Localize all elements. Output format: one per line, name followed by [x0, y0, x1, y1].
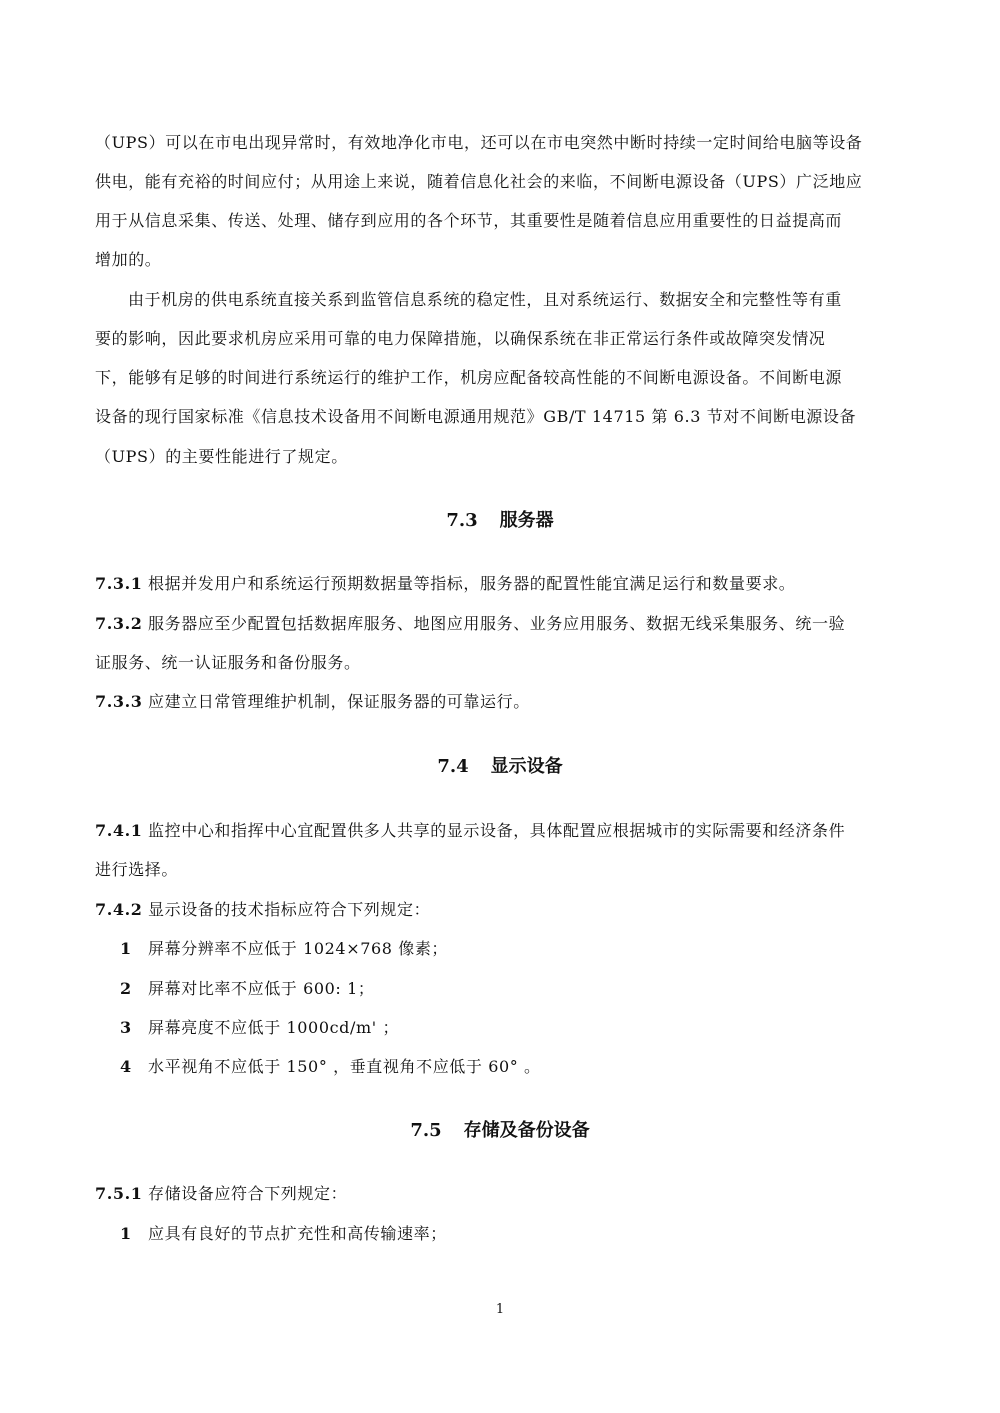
- list-item: [120, 979, 374, 999]
- clause-7-3-3: [95, 692, 905, 712]
- para2-line-2: 要的影响，因此要求机房应采用可靠的电力保障措施，以确保系统在非正常运行条件或故障突发情况: [95, 329, 826, 348]
- section-heading-7-4: [0, 756, 1000, 778]
- list-item: [120, 1018, 399, 1038]
- list-item: [120, 1224, 447, 1244]
- clause-text: 显示设备的技术指标应符合下列规定：: [148, 900, 431, 919]
- section-title: 显示设备: [490, 756, 563, 777]
- list-item-number: 3: [120, 1018, 132, 1037]
- list-item-number: 4: [120, 1057, 132, 1076]
- list-item: [120, 1057, 541, 1077]
- intro-line-4: 增加的。: [95, 250, 162, 269]
- clause-7-3-2-continued: 证服务、统一认证服务和备份服务。: [95, 653, 361, 672]
- intro-line-3: 用于从信息采集、传送、处理、储存到应用的各个环节，其重要性是随着信息应用重要性的日益提高而: [95, 211, 843, 230]
- clause-7-3-1: [95, 574, 905, 594]
- list-item-text: 应具有良好的节点扩充性和高传输速率；: [148, 1224, 447, 1243]
- list-item-text: 屏幕对比率不应低于 600: 1；: [148, 979, 375, 998]
- section-heading-7-3: [0, 510, 1000, 532]
- para2-line-3: 下，能够有足够的时间进行系统运行的维护工作，机房应配备较高性能的不间断电源设备。不间断电源: [95, 368, 843, 387]
- section-title: 存储及备份设备: [463, 1120, 590, 1141]
- list-item-text: 水平视角不应低于 150° ，垂直视角不应低于 60° 。: [148, 1057, 541, 1076]
- para2-line-4: 设备的现行国家标准《信息技术设备用不间断电源通用规范》GB/T 14715 第 6.3 节对不间断电源设备: [95, 407, 857, 426]
- intro-line-2: 供电，能有充裕的时间应付；从用途上来说，随着信息化社会的来临，不间断电源设备（UPS）广泛地应: [95, 172, 863, 191]
- page-number: 1: [495, 1302, 505, 1317]
- clause-text: 应建立日常管理维护机制，保证服务器的可靠运行。: [148, 692, 530, 711]
- clause-number: 7.3.3: [95, 692, 143, 711]
- section-number: 7.3: [446, 510, 478, 531]
- clause-7-4-2: [95, 900, 905, 920]
- clause-number: 7.4.2: [95, 900, 143, 919]
- clause-number: 7.3.2: [95, 614, 143, 633]
- intro-line-1: （UPS）可以在市电出现异常时，有效地净化市电，还可以在市电突然中断时持续一定时间给电脑等设备: [95, 133, 863, 152]
- clause-7-4-1-continued: 进行选择。: [95, 860, 179, 879]
- list-item-number: 1: [120, 939, 132, 958]
- list-item-number: 1: [120, 1224, 132, 1243]
- clause-number: 7.3.1: [95, 574, 143, 593]
- clause-text: 存储设备应符合下列规定：: [148, 1184, 348, 1203]
- section-heading-7-5: [0, 1120, 1000, 1142]
- list-item-number: 2: [120, 979, 132, 998]
- clause-7-4-1: [95, 821, 905, 841]
- clause-number: 7.4.1: [95, 821, 143, 840]
- clause-text: 监控中心和指挥中心宜配置供多人共享的显示设备，具体配置应根据城市的实际需要和经济条件: [148, 821, 846, 840]
- list-item-text: 屏幕分辨率不应低于 1024×768 像素；: [148, 939, 449, 958]
- section-title: 服务器: [499, 510, 554, 531]
- clause-7-5-1: [95, 1184, 905, 1204]
- list-item: [120, 939, 448, 959]
- list-item-text: 屏幕亮度不应低于 1000cd/m' ；: [148, 1018, 400, 1037]
- para2-line-1: 由于机房的供电系统直接关系到监管信息系统的稳定性，且对系统运行、数据安全和完整性等有重: [128, 290, 842, 309]
- clause-text: 根据并发用户和系统运行预期数据量等指标，服务器的配置性能宜满足运行和数量要求。: [148, 574, 796, 593]
- clause-number: 7.5.1: [95, 1184, 143, 1203]
- section-number: 7.4: [437, 756, 469, 777]
- section-number: 7.5: [410, 1120, 442, 1141]
- clause-text: 服务器应至少配置包括数据库服务、地图应用服务、业务应用服务、数据无线采集服务、统一验: [148, 614, 846, 633]
- para2-line-5: （UPS）的主要性能进行了规定。: [95, 447, 348, 466]
- clause-7-3-2: [95, 614, 905, 634]
